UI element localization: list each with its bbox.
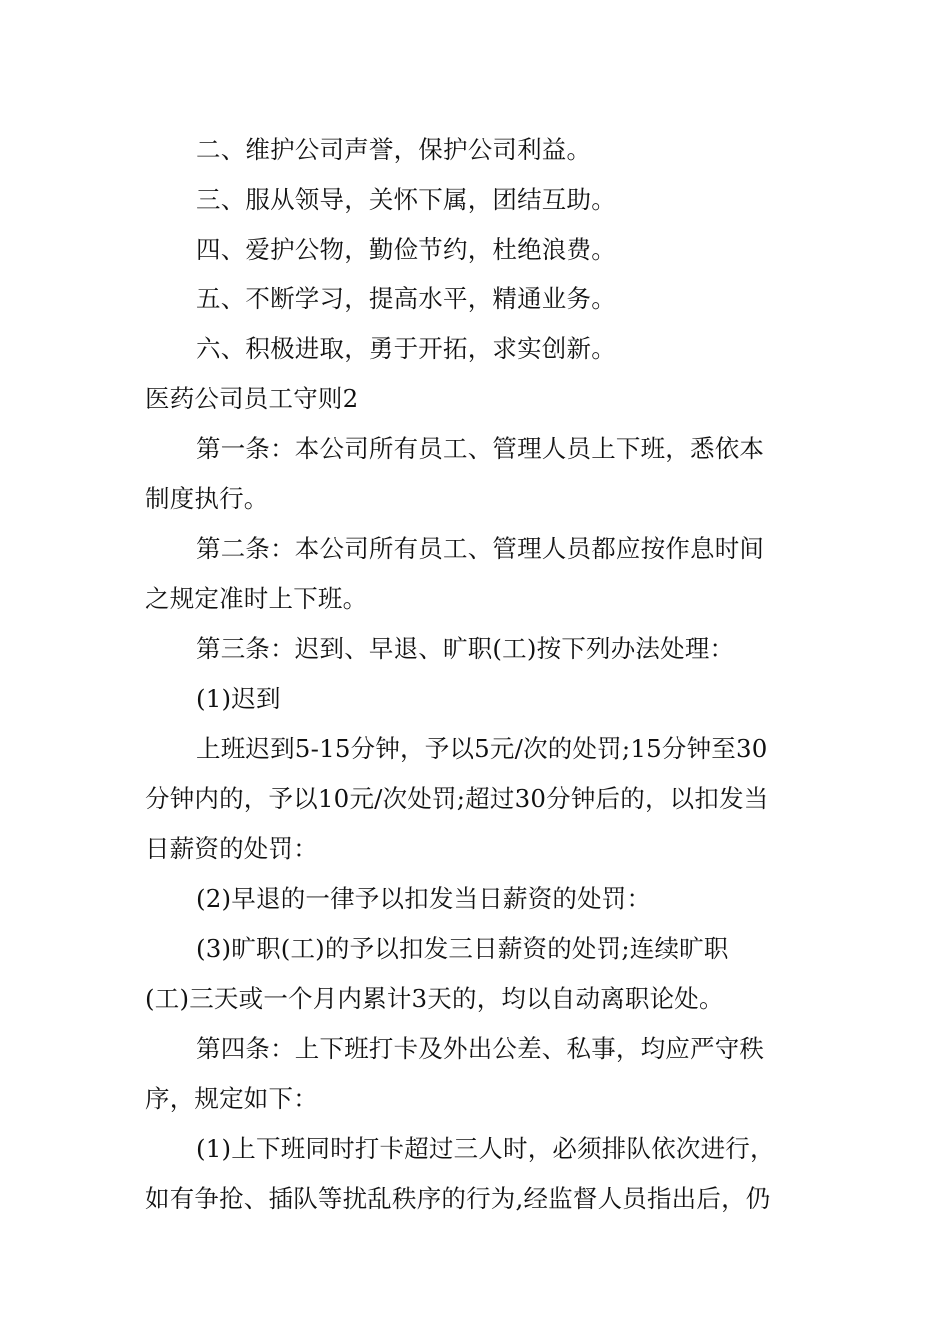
body-line-2: 三、服从领导，关怀下属，团结互助。	[196, 185, 616, 214]
section-title: 医药公司员工守则2	[145, 384, 359, 413]
body-line-21: (1)上下班同时打卡超过三人时，必须排队依次进行，	[196, 1134, 775, 1163]
body-line-14: 分钟内的，予以10元/次处罚;超过30分钟后的，以扣发当	[145, 784, 769, 813]
body-line-19: 第四条：上下班打卡及外出公差、私事，均应严守秩	[196, 1034, 765, 1063]
body-line-7: 第一条：本公司所有员工、管理人员上下班，悉依本	[196, 434, 765, 463]
body-line-11: 第三条：迟到、早退、旷职(工)按下列办法处理：	[196, 634, 735, 663]
body-line-16: (2)早退的一律予以扣发当日薪资的处罚：	[196, 884, 652, 913]
body-line-15: 日薪资的处罚：	[145, 834, 318, 863]
body-line-22: 如有争抢、插队等扰乱秩序的行为,经监督人员指出后，仍	[145, 1184, 771, 1213]
body-line-3: 四、爱护公物，勤俭节约，杜绝浪费。	[196, 235, 616, 264]
body-line-4: 五、不断学习，提高水平，精通业务。	[196, 284, 616, 313]
body-line-8: 制度执行。	[145, 484, 269, 513]
body-line-13: 上班迟到5-15分钟，予以5元/次的处罚;15分钟至30	[196, 734, 768, 763]
body-line-20: 序，规定如下：	[145, 1084, 318, 1113]
body-line-17: (3)旷职(工)的予以扣发三日薪资的处罚;连续旷职	[196, 934, 729, 963]
body-line-10: 之规定准时上下班。	[145, 584, 368, 613]
body-line-5: 六、积极进取，勇于开拓，求实创新。	[196, 334, 616, 363]
body-line-1: 二、维护公司声誉，保护公司利益。	[196, 135, 592, 164]
body-line-18: (工)三天或一个月内累计3天的，均以自动离职论处。	[145, 984, 724, 1013]
body-line-12: (1)迟到	[196, 684, 281, 713]
body-line-9: 第二条：本公司所有员工、管理人员都应按作息时间	[196, 534, 765, 563]
